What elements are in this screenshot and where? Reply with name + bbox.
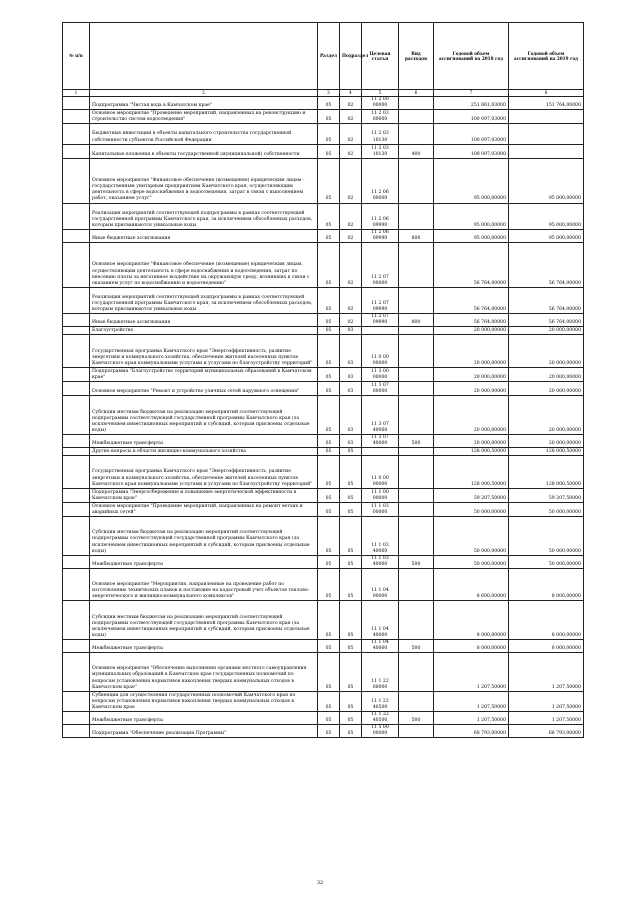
row-number (63, 502, 90, 516)
row-expense-type: 400 (399, 144, 434, 158)
row-podrazdel: 02 (340, 229, 362, 242)
table-row (63, 601, 584, 640)
row-podrazdel: 03 (340, 327, 362, 335)
header-num: № п/п (63, 23, 90, 90)
table-row (63, 448, 584, 456)
row-amount-2018: 8 600,00000 (434, 568, 509, 601)
row-name: Субсидии местным бюджетам на реализацию мероприятий соответствующей подпрограммы соответствующей государственной программы Камчатского края (за исключением инвестиционных мероприятий и субсидий, которым присвоены отдельные коды) (90, 601, 318, 640)
row-expense-type (399, 653, 434, 692)
row-target-article: 11 1 04 00000 (362, 568, 399, 601)
row-amount-2018: 59 207,50000 (434, 488, 509, 502)
row-target-article: 11 2 03 00000 (362, 110, 399, 124)
row-amount-2018: 95 000,00000 (434, 203, 509, 229)
row-amount-2018: 56 764,00000 (434, 314, 509, 327)
row-razdel: 05 (318, 601, 340, 640)
row-number (63, 517, 90, 556)
row-podrazdel: 05 (340, 601, 362, 640)
row-amount-2019: 8 000,00000 (509, 639, 584, 652)
row-number (63, 382, 90, 396)
row-target-article: 11 1 04 40060 (362, 639, 399, 652)
table-row (63, 158, 584, 203)
row-name: Благоустройство (90, 327, 318, 335)
row-amount-2019: 1 207,50000 (509, 712, 584, 725)
row-target-article: 11 2 06 09990 (362, 229, 399, 242)
row-amount-2019: 20 000,00000 (509, 367, 584, 381)
header-name (90, 23, 318, 90)
row-expense-type: 500 (399, 712, 434, 725)
row-podrazdel: 02 (340, 287, 362, 313)
column-number: 7 (434, 90, 509, 97)
row-expense-type: 800 (399, 229, 434, 242)
row-number (63, 691, 90, 711)
row-podrazdel: 03 (340, 382, 362, 396)
table-row (63, 243, 584, 288)
table-body (63, 90, 584, 738)
row-name: Основное мероприятие "Обеспечение выполнения органами местного самоуправления муниципальных образований в Камчатском крае государственных полномочий по вопросам установления нормативов накопления твердых коммунальных отходов в Камчатском крае" (90, 653, 318, 692)
row-expense-type (399, 691, 434, 711)
page-number: 32 (316, 880, 324, 886)
row-amount-2019: 56 764,00000 (509, 287, 584, 313)
table-row (63, 110, 584, 124)
row-target-article: 11 2 00 00000 (362, 97, 399, 110)
table-row (63, 287, 584, 313)
row-razdel: 05 (318, 725, 340, 738)
row-amount-2019: 8 000,00000 (509, 601, 584, 640)
row-number (63, 456, 90, 489)
row-target-article: 11 1 03 40060 (362, 517, 399, 556)
row-amount-2019 (509, 110, 584, 124)
row-name: Субвенции для осуществления государственных полномочий Камчатского края по вопросам установления нормативов накопления твердых коммунальных отходов в Камчатском крае (90, 691, 318, 711)
row-name: Основное мероприятие "Мероприятия, направленные на проведение работ по изготовлению технических планов и постановке на кадастровый учет объектов теплово-энергетического и жилищно-коммунального комплексов" (90, 568, 318, 601)
row-name: Другие вопросы в области жилищно-коммунального хозяйства (90, 448, 318, 456)
row-podrazdel: 02 (340, 314, 362, 327)
row-amount-2019 (509, 144, 584, 158)
column-number: 2 (90, 90, 318, 97)
row-expense-type: 500 (399, 555, 434, 568)
row-podrazdel: 05 (340, 502, 362, 516)
row-name: Межбюджетные трансферты (90, 555, 318, 568)
row-target-article: 11 1 00 00000 (362, 488, 399, 502)
row-razdel: 05 (318, 314, 340, 327)
row-name: Бюджетные инвестиции в объекты капитального строительства государственной собственности субъектов Российской Федерации (90, 124, 318, 144)
row-amount-2018: 128 000,50000 (434, 456, 509, 489)
row-podrazdel: 05 (340, 555, 362, 568)
row-razdel: 05 (318, 712, 340, 725)
row-amount-2019: 8 000,00000 (509, 568, 584, 601)
row-razdel: 05 (318, 124, 340, 144)
row-number (63, 97, 90, 110)
row-razdel: 05 (318, 434, 340, 447)
row-razdel: 05 (318, 97, 340, 110)
row-amount-2018: 20 000,00000 (434, 382, 509, 396)
row-razdel: 05 (318, 229, 340, 242)
row-expense-type (399, 601, 434, 640)
row-amount-2019 (509, 124, 584, 144)
row-podrazdel: 02 (340, 203, 362, 229)
row-amount-2018: 95 000,00000 (434, 158, 509, 203)
table-row (63, 327, 584, 335)
row-razdel: 05 (318, 396, 340, 435)
row-podrazdel: 03 (340, 367, 362, 381)
row-amount-2019: 128 000,50000 (509, 448, 584, 456)
row-number (63, 203, 90, 229)
row-name: Субсидии местным бюджетам на реализацию мероприятий соответствующей подпрограммы соответствующей государственной программы Камчатского края (за исключением инвестиционных мероприятий и субсидий, которым присвоены отдельные коды) (90, 517, 318, 556)
row-podrazdel: 02 (340, 243, 362, 288)
table-row (63, 691, 584, 711)
table-row (63, 229, 584, 242)
row-amount-2019: 1 207,50000 (509, 691, 584, 711)
row-number (63, 335, 90, 368)
row-razdel: 05 (318, 367, 340, 381)
row-target-article: 11 0 00 00000 (362, 456, 399, 489)
row-podrazdel: 02 (340, 158, 362, 203)
row-razdel: 05 (318, 158, 340, 203)
table-row (63, 568, 584, 601)
row-target-article: 11 1 22 40500 (362, 691, 399, 711)
row-number (63, 653, 90, 692)
row-expense-type (399, 287, 434, 313)
row-expense-type (399, 448, 434, 456)
row-target-article (362, 327, 399, 335)
row-amount-2018: 50 000,00000 (434, 555, 509, 568)
row-target-article: 11 1 22 40500 (362, 712, 399, 725)
row-expense-type (399, 327, 434, 335)
budget-table (62, 22, 584, 738)
row-amount-2019: 20 000,00000 (509, 382, 584, 396)
row-amount-2019: 20 000,00000 (509, 396, 584, 435)
row-number (63, 725, 90, 738)
row-number (63, 287, 90, 313)
row-target-article: 11 2 06 00000 (362, 158, 399, 203)
row-podrazdel: 05 (340, 725, 362, 738)
row-expense-type (399, 97, 434, 110)
row-podrazdel: 05 (340, 691, 362, 711)
row-expense-type (399, 124, 434, 144)
row-expense-type (399, 456, 434, 489)
row-amount-2018: 8 000,00000 (434, 601, 509, 640)
table-row (63, 488, 584, 502)
row-name: Основное мероприятие "Финансовое обеспечение (возмещение) юридическим лицам - государственным унитарным предприятиям Камчатского края, осуществляющим деятельность в сфере водоснабжения и водоотведения, затрат в связи с выполнением работ, оказанием услуг" (90, 158, 318, 203)
row-number (63, 568, 90, 601)
row-amount-2018: 1 207,50000 (434, 653, 509, 692)
row-number (63, 448, 90, 456)
row-number (63, 229, 90, 242)
row-amount-2019: 95 000,00000 (509, 158, 584, 203)
header-razdel: Раздел (318, 23, 340, 90)
row-amount-2018: 100 097,03000 (434, 144, 509, 158)
table-row (63, 382, 584, 396)
row-amount-2019: 20 000,00000 (509, 434, 584, 447)
row-razdel: 05 (318, 653, 340, 692)
row-razdel: 05 (318, 568, 340, 601)
row-amount-2018: 20 000,00000 (434, 396, 509, 435)
header-podrazdel: Подраздел (340, 23, 362, 90)
row-number (63, 712, 90, 725)
row-expense-type (399, 158, 434, 203)
row-expense-type (399, 243, 434, 288)
row-expense-type (399, 502, 434, 516)
table-row (63, 335, 584, 368)
row-name: Капитальные вложения в объекты государственной (муниципальной) собственности (90, 144, 318, 158)
row-expense-type (399, 488, 434, 502)
row-amount-2019: 56 764,00000 (509, 314, 584, 327)
row-target-article: 11 1 03 00000 (362, 502, 399, 516)
table-row (63, 725, 584, 738)
row-expense-type (399, 517, 434, 556)
row-name: Иные бюджетные ассигнования (90, 314, 318, 327)
table-header (63, 23, 584, 90)
row-number (63, 158, 90, 203)
row-razdel: 05 (318, 327, 340, 335)
row-target-article: 11 2 03 10130 (362, 144, 399, 158)
row-amount-2019: 95 000,00000 (509, 229, 584, 242)
row-amount-2018: 20 000,00000 (434, 335, 509, 368)
row-number (63, 314, 90, 327)
row-number (63, 639, 90, 652)
row-razdel: 05 (318, 517, 340, 556)
row-expense-type (399, 725, 434, 738)
row-target-article: 11 3 07 40060 (362, 396, 399, 435)
row-expense-type (399, 203, 434, 229)
row-name: Государственная программа Камчатского края "Энергоэффективность, развитие энергетики и коммунального хозяйства, обеспечение жителей населенных пунктов Камчатского края коммунальными услугами и услугами по благоустройству территорий" (90, 456, 318, 489)
row-number (63, 396, 90, 435)
row-name: Межбюджетные трансферты (90, 712, 318, 725)
column-number: 6 (399, 90, 434, 97)
row-razdel: 05 (318, 110, 340, 124)
row-number (63, 555, 90, 568)
row-name: Подпрограмма "Обеспечение реализации Программы" (90, 725, 318, 738)
row-name: Подпрограмма "Энергосбережение и повышение энергетической эффективности в Камчатском крае" (90, 488, 318, 502)
table-row (63, 555, 584, 568)
row-amount-2019: 20 000,00000 (509, 327, 584, 335)
row-podrazdel: 05 (340, 639, 362, 652)
row-target-article: 11 0 00 00000 (362, 335, 399, 368)
row-name: Основное мероприятие "Финансовое обеспечение (возмещение) юридическим лицам, осуществляющим деятельность в сфере водоснабжения и водоотведения, затрат по внесению платы за негативное воздействие на окружающую среду, возникших в связи с оказанием услуг по водоснабжению и водоотведению" (90, 243, 318, 288)
row-expense-type (399, 367, 434, 381)
table-row (63, 367, 584, 381)
row-amount-2018: 56 764,00000 (434, 287, 509, 313)
table-row (63, 517, 584, 556)
row-expense-type: 500 (399, 639, 434, 652)
column-number: 4 (340, 90, 362, 97)
row-target-article: 11 1 22 00000 (362, 653, 399, 692)
table-row (63, 502, 584, 516)
table-row (63, 639, 584, 652)
row-number (63, 488, 90, 502)
row-razdel: 05 (318, 448, 340, 456)
row-razdel: 05 (318, 639, 340, 652)
row-podrazdel: 03 (340, 335, 362, 368)
row-amount-2019: 50 000,00000 (509, 517, 584, 556)
row-razdel: 05 (318, 691, 340, 711)
row-name: Субсидии местным бюджетам на реализацию мероприятий соответствующей подпрограммы соответствующей государственной программы Камчатского края (за исключением инвестиционных мероприятий и субсидий, которым присвоены отдельные коды) (90, 396, 318, 435)
row-podrazdel: 05 (340, 448, 362, 456)
row-target-article: 11 5 00 00000 (362, 725, 399, 738)
column-number: 3 (318, 90, 340, 97)
row-podrazdel: 05 (340, 568, 362, 601)
row-expense-type (399, 110, 434, 124)
table-row (63, 456, 584, 489)
row-podrazdel: 05 (340, 517, 362, 556)
row-name: Подпрограмма "Чистая вода в Камчатском крае" (90, 97, 318, 110)
row-expense-type (399, 568, 434, 601)
row-amount-2019: 95 000,00000 (509, 203, 584, 229)
row-name: Государственная программа Камчатского края "Энергоэффективность, развитие энергетики и коммунального хозяйства, обеспечение жителей населенных пунктов Камчатского края коммунальными услугами и услугами по благоустройству территорий" (90, 335, 318, 368)
header-amount-2019: Годовой объем ассигнований на 2019 год (509, 23, 584, 90)
table-row (63, 314, 584, 327)
row-number (63, 124, 90, 144)
row-razdel: 05 (318, 243, 340, 288)
row-razdel: 05 (318, 287, 340, 313)
row-podrazdel: 02 (340, 110, 362, 124)
row-number (63, 243, 90, 288)
row-number (63, 110, 90, 124)
row-amount-2018: 100 097,03000 (434, 110, 509, 124)
row-podrazdel: 02 (340, 97, 362, 110)
row-amount-2018: 56 764,00000 (434, 243, 509, 288)
row-name: Иные бюджетные ассигнования (90, 229, 318, 242)
row-expense-type (399, 396, 434, 435)
row-amount-2018: 1 207,50000 (434, 691, 509, 711)
row-target-article: 11 2 07 00000 (362, 243, 399, 288)
row-name: Реализация мероприятий соответствующей подпрограммы в рамках соответствующей государственной программы Камчатского края, за исключением обособленных расходов, которым присваиваются уникальные коды (90, 287, 318, 313)
row-target-article: 11 3 07 40060 (362, 434, 399, 447)
row-razdel: 05 (318, 555, 340, 568)
row-amount-2019: 50 000,00000 (509, 502, 584, 516)
row-amount-2018: 100 097,03000 (434, 124, 509, 144)
row-target-article: 11 2 07 09990 (362, 287, 399, 313)
row-name: Подпрограмма "Благоустройство территорий муниципальных образований в Камчатском крае" (90, 367, 318, 381)
row-number (63, 601, 90, 640)
row-expense-type: 500 (399, 434, 434, 447)
column-number: 8 (509, 90, 584, 97)
table-row (63, 144, 584, 158)
row-amount-2018: 68 793,00000 (434, 725, 509, 738)
row-name: Реализация мероприятий соответствующей подпрограммы в рамках соответствующей государственной программы Камчатского края, за исключением обособленных расходов, которым присваиваются уникальные коды (90, 203, 318, 229)
table-row (63, 712, 584, 725)
row-podrazdel: 02 (340, 144, 362, 158)
row-razdel: 05 (318, 488, 340, 502)
row-target-article: 11 1 04 40060 (362, 601, 399, 640)
row-expense-type (399, 382, 434, 396)
row-podrazdel: 05 (340, 456, 362, 489)
row-expense-type: 800 (399, 314, 434, 327)
table-row (63, 203, 584, 229)
row-amount-2019: 1 207,50000 (509, 653, 584, 692)
row-amount-2019: 151 764,00000 (509, 97, 584, 110)
row-number (63, 144, 90, 158)
row-razdel: 05 (318, 335, 340, 368)
row-number (63, 434, 90, 447)
row-podrazdel: 05 (340, 653, 362, 692)
row-podrazdel: 03 (340, 434, 362, 447)
row-amount-2018: 20 000,00000 (434, 327, 509, 335)
column-number-row (63, 90, 584, 97)
row-amount-2019: 59 207,50000 (509, 488, 584, 502)
row-amount-2018: 20 000,00000 (434, 367, 509, 381)
row-target-article: 11 3 07 00000 (362, 382, 399, 396)
row-expense-type (399, 335, 434, 368)
row-name: Межбюджетные трансферты (90, 434, 318, 447)
row-target-article: 11 2 06 09990 (362, 203, 399, 229)
table-row (63, 396, 584, 435)
row-amount-2019: 128 000,50000 (509, 456, 584, 489)
row-name: Межбюджетные трансферты (90, 639, 318, 652)
row-podrazdel: 05 (340, 712, 362, 725)
row-amount-2018: 50 000,00000 (434, 517, 509, 556)
row-number (63, 327, 90, 335)
row-razdel: 05 (318, 502, 340, 516)
row-podrazdel: 02 (340, 124, 362, 144)
column-number: 1 (63, 90, 90, 97)
row-amount-2019: 68 793,00000 (509, 725, 584, 738)
row-amount-2018: 251 861,03000 (434, 97, 509, 110)
table-row (63, 124, 584, 144)
header-target-article: Целевая статья (362, 23, 399, 90)
row-razdel: 05 (318, 203, 340, 229)
row-target-article: 11 2 07 09990 (362, 314, 399, 327)
row-amount-2018: 50 000,00000 (434, 502, 509, 516)
column-number: 5 (362, 90, 399, 97)
row-target-article (362, 448, 399, 456)
table-row (63, 653, 584, 692)
row-razdel: 05 (318, 144, 340, 158)
row-podrazdel: 03 (340, 396, 362, 435)
row-name: Основное мероприятие "Проведение мероприятий, направленных на реконструкцию и строительство систем водоотведения" (90, 110, 318, 124)
row-target-article: 11 3 00 00000 (362, 367, 399, 381)
row-target-article: 11 2 03 10130 (362, 124, 399, 144)
row-amount-2018: 8 000,00000 (434, 639, 509, 652)
table-row (63, 97, 584, 110)
row-amount-2018: 1 207,50000 (434, 712, 509, 725)
row-amount-2018: 20 000,00000 (434, 434, 509, 447)
row-amount-2018: 95 000,00000 (434, 229, 509, 242)
header-amount-2018: Годовой объем ассигнований на 2018 год (434, 23, 509, 90)
table-row (63, 434, 584, 447)
row-amount-2019: 20 000,00000 (509, 335, 584, 368)
row-name: Основное мероприятие "Проведение мероприятий, направленных на ремонт ветхих и аварийных сетей" (90, 502, 318, 516)
row-razdel: 05 (318, 456, 340, 489)
row-target-article: 11 1 03 40060 (362, 555, 399, 568)
row-amount-2018: 128 000,50000 (434, 448, 509, 456)
row-number (63, 367, 90, 381)
header-expense-type: Вид расходов (399, 23, 434, 90)
row-razdel: 05 (318, 382, 340, 396)
row-amount-2019: 56 764,00000 (509, 243, 584, 288)
row-podrazdel: 05 (340, 488, 362, 502)
row-amount-2019: 50 000,00000 (509, 555, 584, 568)
row-name: Основное мероприятие "Ремонт и устройство уличных сетей наружного освещения" (90, 382, 318, 396)
